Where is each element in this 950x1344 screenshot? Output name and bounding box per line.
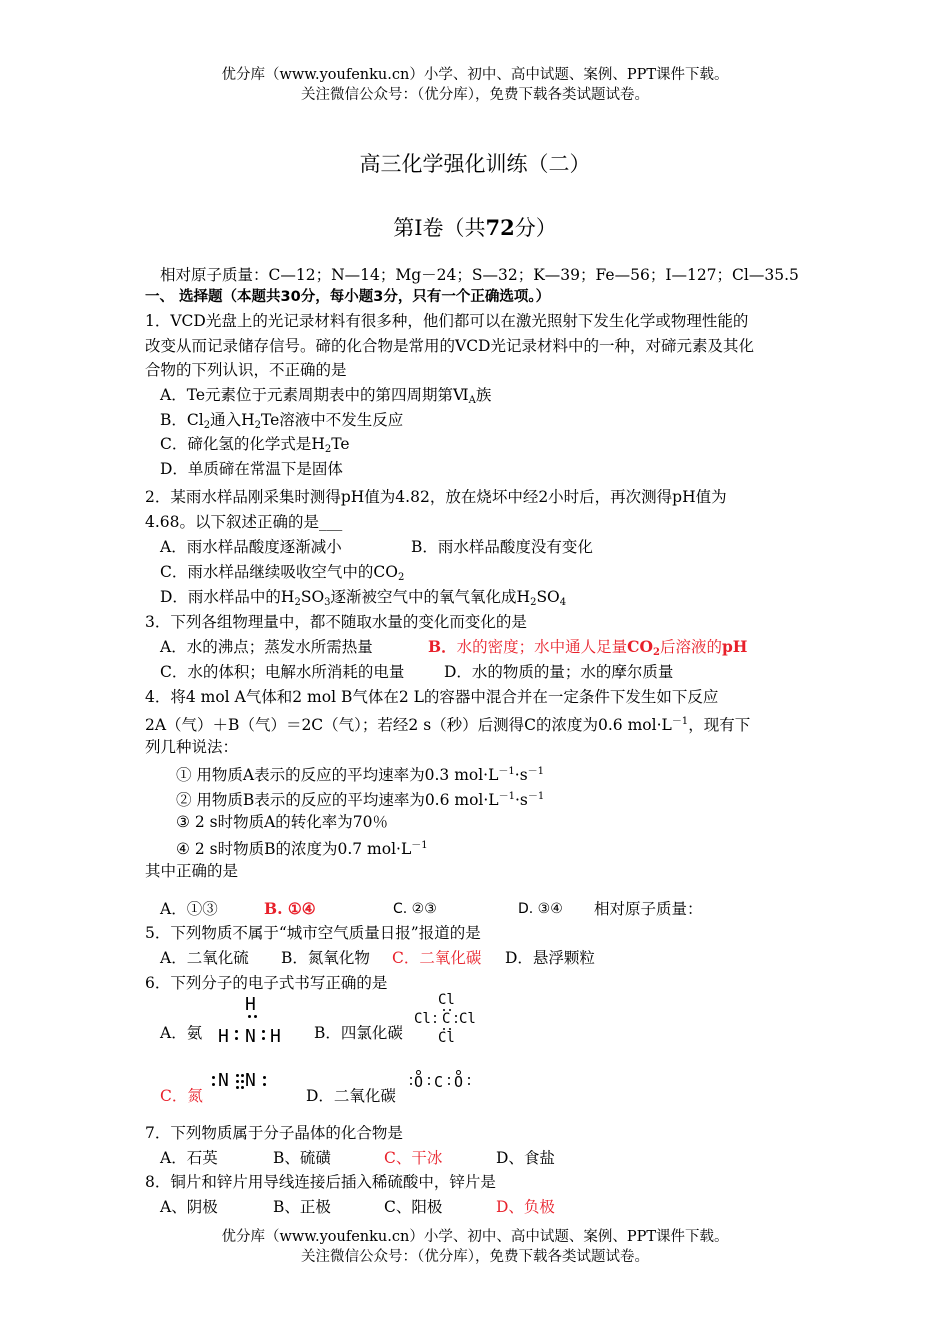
q4-line-4: 其中正确的是 [145,862,239,880]
ammonia-electron-formula [210,994,290,1048]
q3-b-3: CO [627,637,653,656]
co2-left-o: O [414,1073,424,1091]
q6-option-a: A．氨 [160,1024,203,1042]
q2-line-2-text: 4.68。以下叙述正确的是 [145,513,320,531]
q6-option-c-answer: C．氮 [160,1087,203,1105]
q4-line-1: 4．将4 mol A气体和2 mol B气体在2 L的容器中混合并在一定条件下发生如下反应 [145,688,719,706]
q2-line-1: 2．某雨水样品刚采集时测得pH值为4.82，放在烧坏中经2小时后，再次测得pH值为 [145,488,727,506]
q2-d-sub1: 2 [294,597,301,608]
q1-c-2: Te [331,435,350,453]
n2-dot [236,1086,239,1089]
n2-electron-formula [212,1070,272,1096]
co2-dot [410,1083,412,1085]
q4-s2-a: ② 用物质B表示的反应的平均速率为0.6 mol·L [176,791,499,809]
q1-option-c [160,434,350,460]
q7-line-1: 7．下列物质属于分子晶体的化合物是 [145,1124,403,1142]
ccl4-dot [434,1021,436,1023]
n2-left-n: N [218,1070,229,1091]
q4-s1-sup1: －1 [498,766,515,777]
q2-option-a: A．雨水样品酸度逐渐减小 [160,538,342,556]
q4-s2-sup2: －1 [527,791,545,802]
header-line-2: 关注微信公众号：（优分库），免费下载各类试题试卷。 [301,87,649,103]
q7-option-b: B、硫磺 [273,1149,331,1167]
n2-dot [236,1080,239,1083]
q2-option-d [160,587,566,613]
q3-line-1: 3．下列各组物理量中，都不随取水量的变化而变化的是 [145,613,527,631]
page-subtitle [0,212,950,242]
atomic-masses: 相对原子质量：C—12；N—14；Mg－24；S—32；K—39；Fe—56；I—127；Cl—35.5 [160,266,799,284]
q1-b-3: Te溶液中不发生反应 [261,411,404,429]
q4-line-2 [145,712,750,735]
nh3-dot [235,1037,238,1040]
co2-dot [448,1083,450,1085]
q4-tail: 相对原子质量： [594,900,703,918]
q4-statement-1 [176,762,544,785]
q2-d-sub2: 3 [324,597,331,608]
nh3-n: N [245,1026,256,1047]
q2-c-1: C．雨水样品继续吸收空气中的CO [160,563,398,581]
ccl4-right-cl: Cl [459,1011,476,1027]
q3-b-5: pH [721,637,748,656]
ccl4-dot [455,1021,457,1023]
q1-option-d: D．单质碲在常温下是固体 [160,460,343,478]
q2-blank: ___ [319,513,343,531]
q4-s2-b: ·s [514,791,528,809]
q4-s4-a: ④ 2 s时物质B的浓度为0.7 mol·L [176,840,412,858]
co2-dot [410,1077,412,1079]
nh3-left-h: H [218,1026,229,1047]
q1-b-2: 通入H [210,411,255,429]
q2-d-sub4: 4 [559,597,567,608]
q4-l2-sup: －1 [671,716,689,727]
q6-option-d: D．二氧化碳 [306,1087,396,1105]
q3-b-sub: 2 [652,647,660,658]
co2-c: C [434,1073,444,1091]
q1-b-sub2: 2 [254,420,261,431]
q1-option-b [160,410,403,436]
q1-line-3: 合物的下列认识，不正确的是 [145,361,347,379]
q2-d-sub3: 2 [530,597,537,608]
q4-s4-sup: －1 [411,840,428,851]
section-heading: 一、 选择题（本题共30分，每小题3分，只有一个正确选项。） [145,289,551,305]
ccl4-top-cl: Cl [438,992,455,1008]
q1-a-end: 族 [475,386,492,404]
q4-option-a: A．①③ [160,900,218,918]
q4-statement-2 [176,787,544,810]
q4-l2-b: ，现有下 [688,716,751,734]
q5-line-1: 5．下列物质不属于“城市空气质量日报”报道的是 [145,924,481,942]
n2-dot [263,1076,266,1079]
q1-c-sub: 2 [324,444,332,455]
ccl4-dot [434,1015,436,1017]
q5-option-c-answer: C．二氧化碳 [392,949,482,967]
q8-line-1: 8．铜片和锌片用导线连接后插入稀硫酸中，锌片是 [145,1173,496,1191]
page-title: 高三化学强化训练（二） [359,152,591,176]
co2-dot [448,1077,450,1079]
q4-option-c: C. ②③ [393,901,437,917]
q3-option-c: C．水的体积；电解水所消耗的电量 [160,663,405,681]
q8-option-a: A、阴极 [160,1198,218,1216]
n2-dot [241,1074,244,1077]
ccl4-dot [455,1015,457,1017]
footer-line-2: 关注微信公众号：（优分库），免费下载各类试题试卷。 [301,1249,649,1265]
n2-dot [241,1080,244,1083]
n2-dot [212,1083,215,1086]
q4-statement-3: ③ 2 s时物质A的转化率为70％ [176,813,388,831]
ccl4-electron-formula [414,992,484,1048]
q1-a-sub: A [468,395,476,406]
subtitle-post: 分） [514,216,557,240]
n2-dot [212,1076,215,1079]
n2-dot [241,1086,244,1089]
subtitle-score: 72 [485,215,515,240]
q4-s2-sup1: －1 [498,791,515,802]
q2-option-c [160,562,404,588]
q4-s1-sup2: －1 [527,766,545,777]
nh3-top-h: H [245,994,256,1015]
q1-b-sub1: 2 [203,420,211,431]
ccl4-c: C [442,1011,451,1027]
q2-d-3: 逐渐被空气中的氧气氧化成H [330,588,531,606]
nh3-dot [262,1037,265,1040]
q8-option-d-answer: D、负极 [496,1198,555,1216]
co2-dot [428,1083,430,1085]
q7-option-a: A．石英 [160,1149,218,1167]
co2-right-o: O [454,1073,464,1091]
q6-line-1: 6．下列分子的电子式书写正确的是 [145,974,388,992]
header-line-1: 优分库（www.youfenku.cn）小学、初中、高中试题、案例、PPT课件下载。 [221,67,729,83]
nh3-dot [248,1015,251,1018]
q2-line-2 [145,512,342,532]
ccl4-left-cl: Cl [414,1011,431,1027]
co2-dot [468,1077,470,1079]
n2-right-n: N [245,1070,256,1091]
q3-option-a: A．水的沸点；蒸发水所需热量 [160,638,373,656]
q1-option-a [160,385,491,411]
q1-line-1: 1．VCD光盘上的光记录材料有很多种，他们都可以在激光照射下发生化学或物理性能的 [145,312,749,330]
q8-option-c: C、阳极 [384,1198,443,1216]
nh3-right-h: H [270,1026,281,1047]
q4-s1-a: ① 用物质A表示的反应的平均速率为0.3 mol·L [176,766,499,784]
footer-line-1: 优分库（www.youfenku.cn）小学、初中、高中试题、案例、PPT课件下载。 [221,1229,729,1245]
q5-option-b: B．氮氧化物 [281,949,370,967]
nh3-dot [262,1030,265,1033]
q3-b-2: 水的密度；水中通人足量 [456,638,628,656]
ccl4-bottom-cl: Cl [438,1030,455,1046]
q1-a-text: A．Te元素位于元素周期表中的第四周期第Ⅵ [160,386,469,404]
q3-b-1: B． [428,637,457,656]
q2-d-4: SO [536,588,560,606]
nh3-dot [254,1015,257,1018]
q2-c-sub: 2 [397,572,405,583]
q4-option-b-answer: B. ①④ [264,899,316,918]
q5-option-d: D．悬浮颗粒 [505,949,595,967]
q8-option-b: B、正极 [273,1198,331,1216]
n2-dot [236,1074,239,1077]
q3-option-b-answer [428,637,747,663]
q7-option-d: D、食盐 [496,1149,555,1167]
q2-d-1: D．雨水样品中的H [160,588,295,606]
q2-d-2: SO [300,588,325,606]
q4-s1-b: ·s [514,766,528,784]
q4-option-d: D. ③④ [518,901,563,917]
co2-electron-formula [410,1070,472,1096]
q7-option-c-answer: C、干冰 [384,1149,443,1167]
q3-b-4: 后溶液的 [659,638,722,656]
q5-option-a: A．二氧化硫 [160,949,249,967]
q6-option-b: B．四氯化碳 [314,1024,403,1042]
subtitle-pre: 第Ⅰ卷（共 [393,216,486,240]
q1-b-1: B．Cl [160,411,204,429]
q1-c-1: C．碲化氢的化学式是H [160,435,325,453]
co2-dot [468,1083,470,1085]
q2-option-b: B．雨水样品酸度没有变化 [411,538,593,556]
co2-dot [428,1077,430,1079]
q4-statement-4 [176,836,428,859]
q3-option-d: D．水的物质的量；水的摩尔质量 [444,663,674,681]
q1-line-2: 改变从而记录储存信号。碲的化合物是常用的VCD光记录材料中的一种，对碲元素及其化 [145,337,754,355]
q4-l2-a: 2A（气）＋B（气）＝2C（气）；若经2 s（秒）后测得C的浓度为0.6 mol·L [145,716,672,734]
q4-line-3: 列几种说法： [145,738,239,756]
n2-dot [263,1083,266,1086]
nh3-dot [235,1030,238,1033]
